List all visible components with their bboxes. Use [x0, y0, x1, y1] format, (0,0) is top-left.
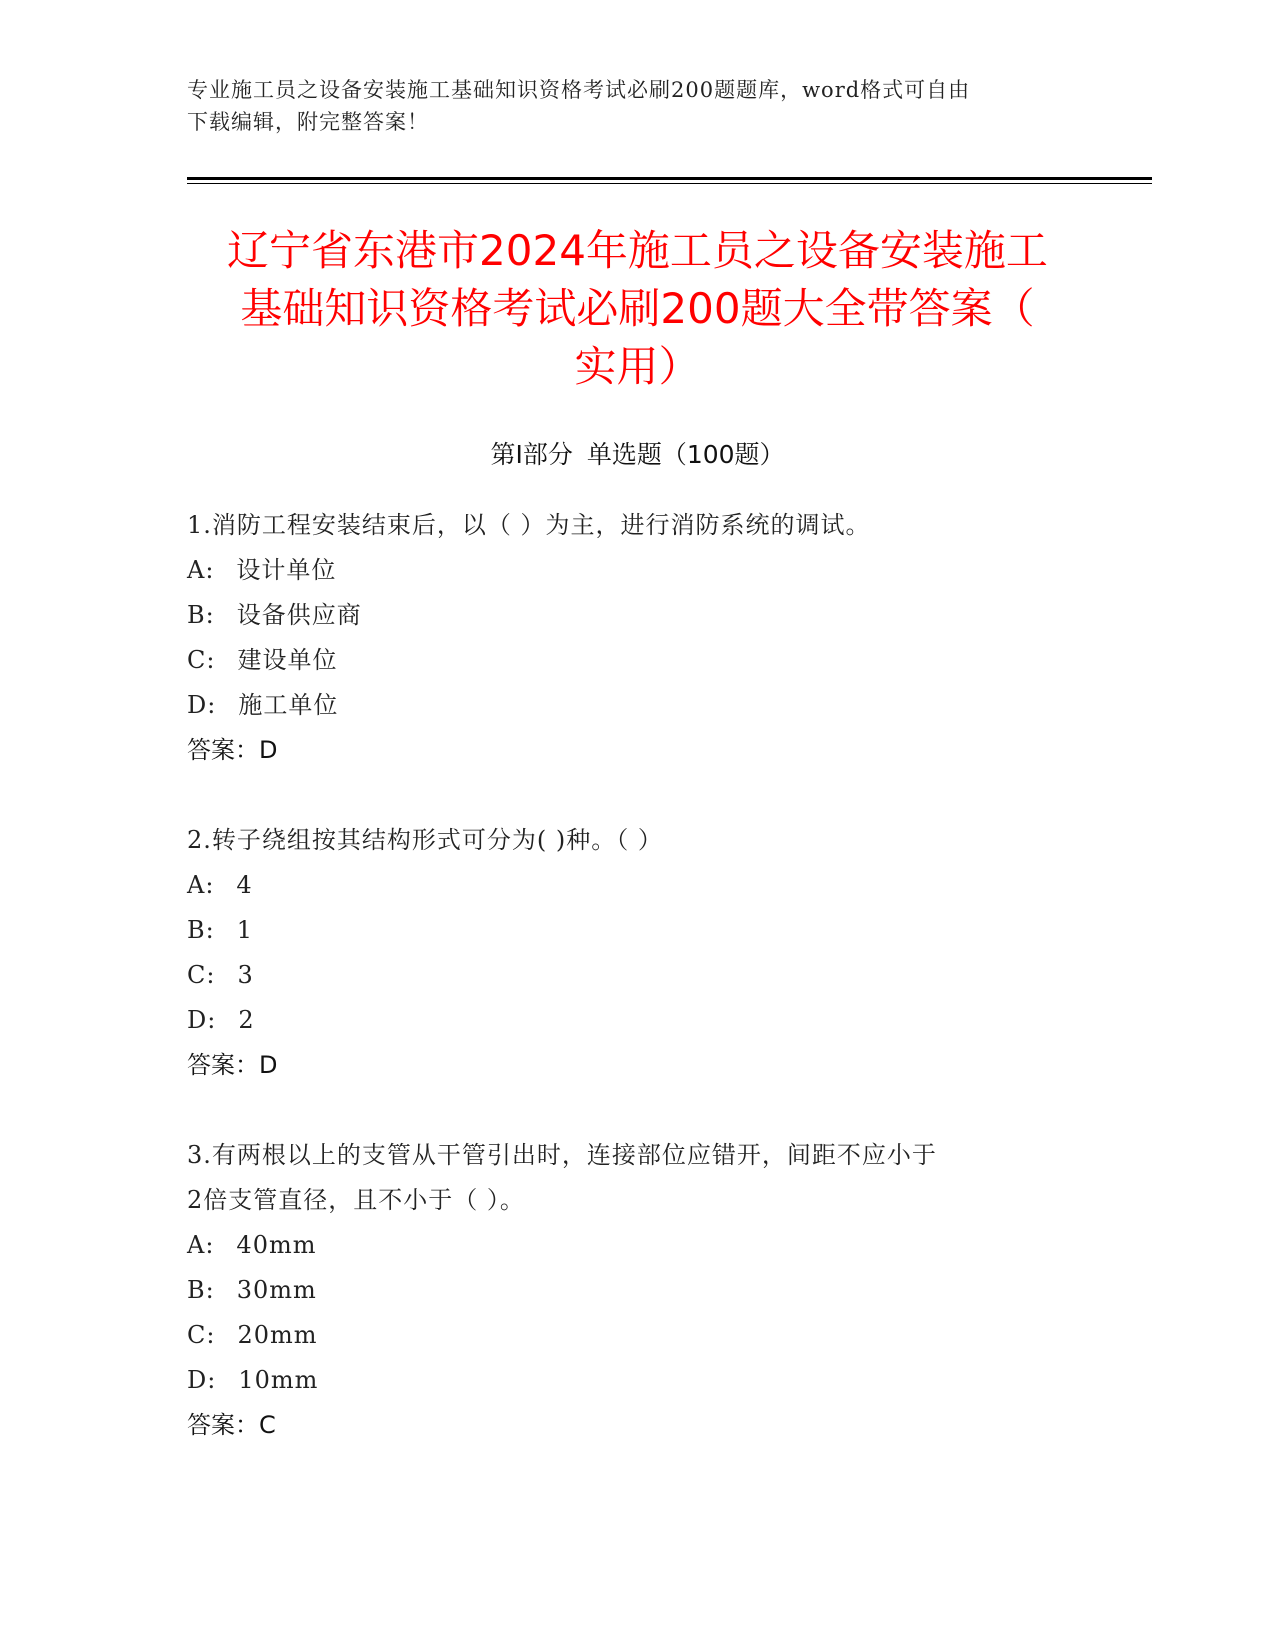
option-text: 设计单位 — [236, 556, 337, 584]
header-divider-thin — [187, 183, 1152, 184]
option-text: 1 — [236, 916, 254, 944]
question-1 — [187, 503, 1087, 773]
header-note-line: 专业施工员之设备安装施工基础知识资格考试必刷200题题库，word格式可自由 — [187, 78, 971, 102]
option-text: 30mm — [236, 1276, 317, 1304]
option-text: 40mm — [236, 1231, 317, 1259]
option-b — [187, 908, 1087, 953]
option-text: 4 — [236, 871, 253, 899]
question-stem-continued: 2倍支管直径，且不小于（ ）。 — [187, 1186, 525, 1214]
document-title-line: 实用） — [574, 342, 701, 391]
option-b — [187, 1268, 1087, 1313]
option-c — [187, 638, 1087, 683]
question-stem: 2.转子绕组按其结构形式可分为( )种。（ ） — [187, 826, 663, 854]
option-text: 10mm — [238, 1366, 319, 1394]
section-name: 单选题（100题） — [586, 440, 785, 469]
option-text: 3 — [237, 961, 254, 989]
option-b — [187, 593, 1087, 638]
section-heading — [0, 438, 1275, 472]
option-a — [187, 548, 1087, 593]
option-text: 建设单位 — [237, 646, 338, 674]
answer-line: 答案：D — [187, 736, 278, 764]
header-note — [187, 74, 1087, 138]
document-title-line: 辽宁省东港市2024年施工员之设备安装施工 — [227, 226, 1048, 275]
option-a — [187, 863, 1087, 908]
option-text: 2 — [238, 1006, 255, 1034]
answer-line: 答案：D — [187, 1051, 278, 1079]
section-part-label: 第Ⅰ部分 — [490, 440, 573, 469]
document-title — [150, 222, 1125, 396]
option-letter: C: — [187, 961, 216, 989]
option-letter: C: — [187, 646, 216, 674]
option-a — [187, 1223, 1087, 1268]
option-letter: B: — [187, 1276, 215, 1304]
option-text: 施工单位 — [238, 691, 339, 719]
answer-line: 答案：C — [187, 1411, 276, 1439]
option-letter: D: — [187, 691, 217, 719]
question-stem: 1.消防工程安装结束后，以（ ）为主，进行消防系统的调试。 — [187, 511, 871, 539]
option-text: 设备供应商 — [236, 601, 362, 629]
question-stem: 3.有两根以上的支管从干管引出时，连接部位应错开，间距不应小于 — [187, 1141, 937, 1169]
option-letter: D: — [187, 1006, 217, 1034]
option-letter: A: — [187, 871, 215, 899]
question-3 — [187, 1133, 1087, 1448]
option-c — [187, 953, 1087, 998]
option-letter: B: — [187, 601, 215, 629]
document-title-line: 基础知识资格考试必刷200题大全带答案（ — [240, 284, 1035, 333]
question-2 — [187, 818, 1087, 1088]
option-d — [187, 1358, 1087, 1403]
option-letter: C: — [187, 1321, 216, 1349]
header-divider-thick — [187, 177, 1152, 180]
option-c — [187, 1313, 1087, 1358]
header-note-line: 下载编辑，附完整答案！ — [187, 110, 429, 134]
option-letter: A: — [187, 1231, 215, 1259]
option-letter: D: — [187, 1366, 217, 1394]
option-letter: B: — [187, 916, 215, 944]
option-text: 20mm — [237, 1321, 318, 1349]
option-d — [187, 998, 1087, 1043]
option-letter: A: — [187, 556, 215, 584]
option-d — [187, 683, 1087, 728]
